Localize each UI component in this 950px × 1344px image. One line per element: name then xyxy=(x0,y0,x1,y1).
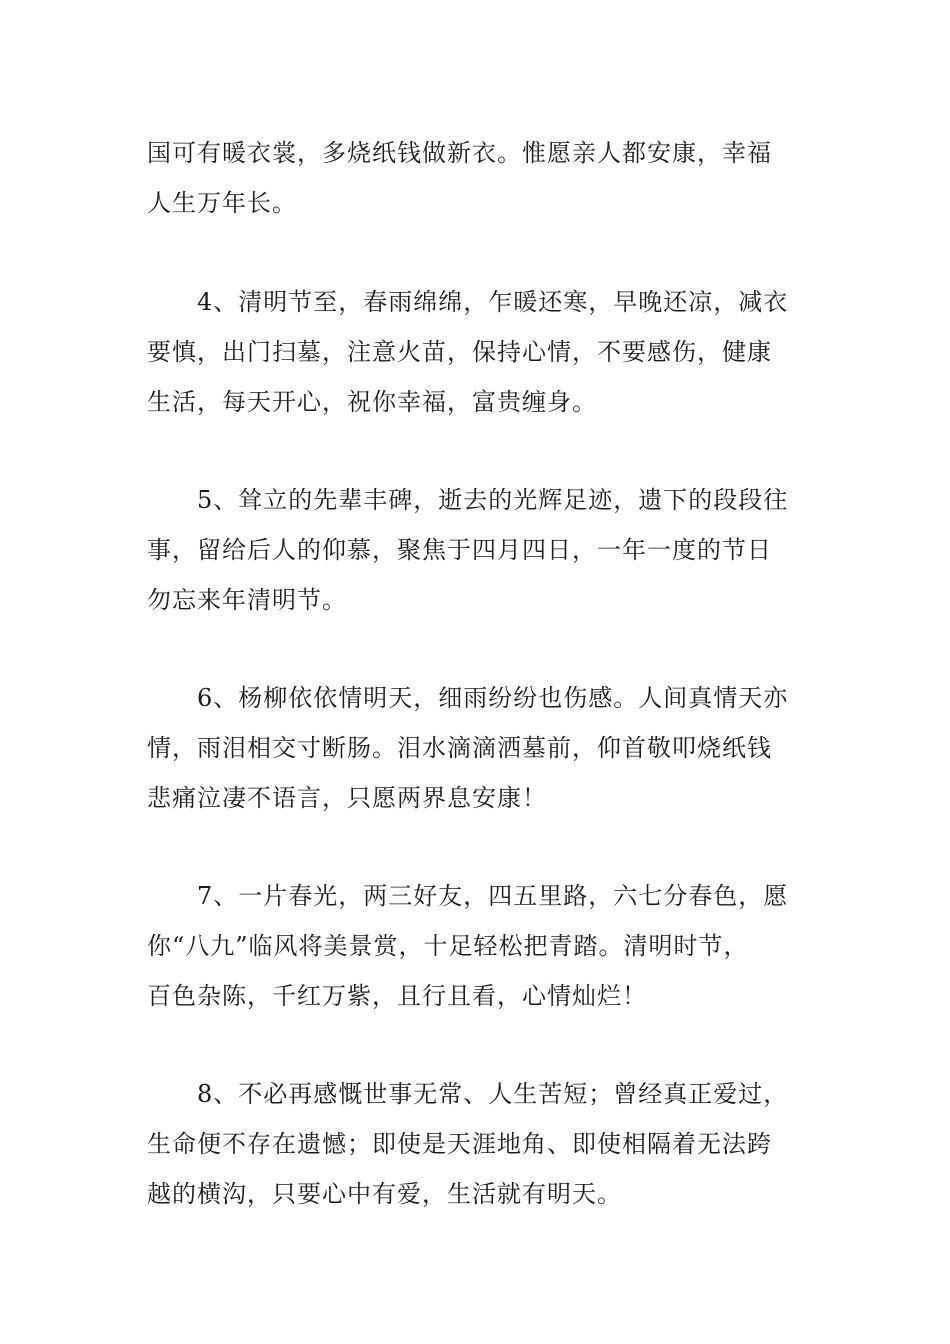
paragraph-item-6: 6、杨柳依依情明天，细雨纷纷也伤感。人间真情天亦 情，雨泪相交寸断肠。泪水滴滴洒墓前，仰首敬叩烧纸钱 悲痛泣凄不语言，只愿两界息安康！ xyxy=(147,684,789,812)
paragraph-item-8: 8、不必再感慨世事无常、人生苦短；曾经真正爱过， 生命便不存在遗憾；即使是天涯地角、即使相隔着无法跨 越的横沟，只要心中有爱，生活就有明天。 xyxy=(147,1080,789,1208)
paragraph-item-4: 4、清明节至，春雨绵绵，乍暖还寒，早晚还凉，减衣 要慎，出门扫墓，注意火苗，保持心情，不要感伤，健康 生活，每天开心，祝你幸福，富贵缠身。 xyxy=(147,288,789,416)
paragraph-item-7: 7、一片春光，两三好友，四五里路，六七分春色，愿 你“八九”临风将美景赏，十足轻松把青踏。清明时节， 百色杂陈，千红万紫，且行且看，心情灿烂！ xyxy=(147,882,789,1010)
paragraph-item-5: 5、耸立的先辈丰碑，逝去的光辉足迹，遗下的段段往 事，留给后人的仰慕，聚焦于四月四日，一年一度的节日 勿忘来年清明节。 xyxy=(147,486,789,614)
paragraph-continuation: 国可有暖衣裳，多烧纸钱做新衣。惟愿亲人都安康，幸福 人生万年长。 xyxy=(147,139,772,217)
